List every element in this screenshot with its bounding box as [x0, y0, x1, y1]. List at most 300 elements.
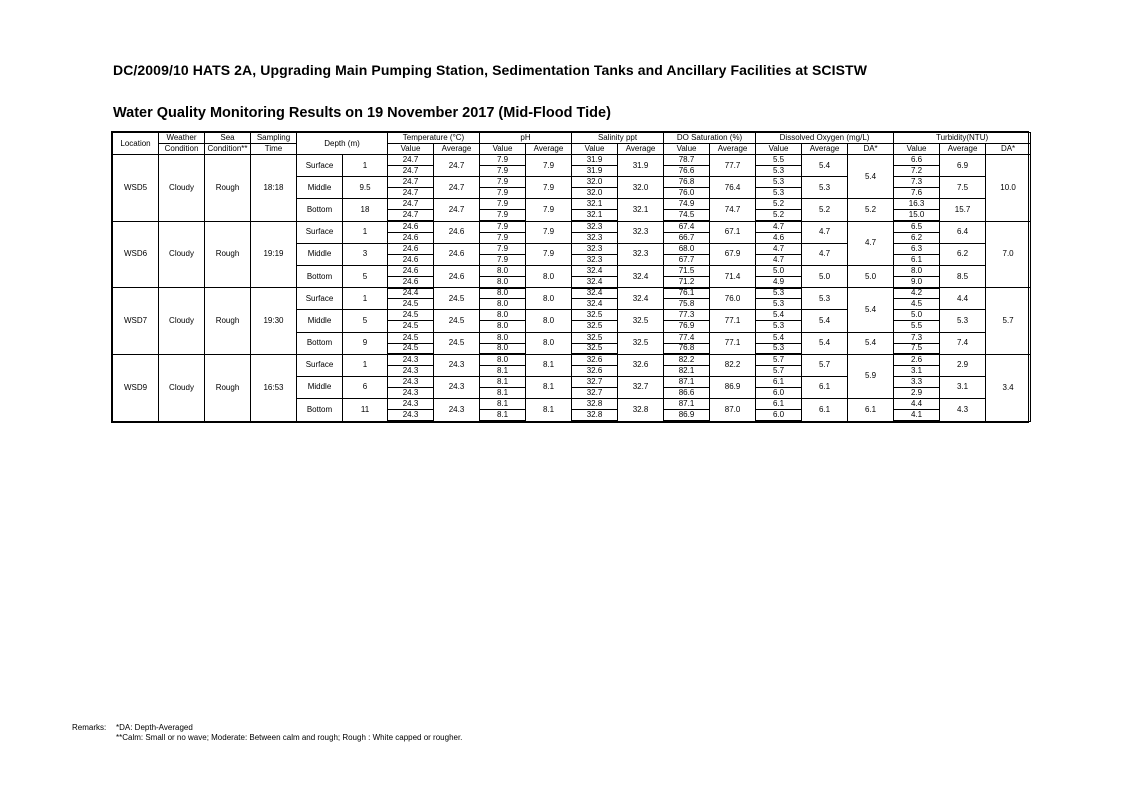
- cell-sal-average: 32.3: [618, 243, 664, 265]
- cell-weather: Cloudy: [159, 288, 205, 355]
- cell-turb-average: 6.4: [940, 221, 986, 243]
- cell-sal-average: 32.3: [618, 221, 664, 243]
- cell-ph-average: 8.0: [526, 288, 572, 310]
- cell-depth-layer: Middle: [297, 376, 343, 398]
- cell-temp-average: 24.7: [434, 177, 480, 199]
- cell-turb-value: 7.3: [894, 332, 940, 343]
- cell-depth-layer: Middle: [297, 310, 343, 332]
- cell-temp-average: 24.3: [434, 354, 480, 376]
- cell-do-average: 5.2: [802, 199, 848, 221]
- cell-depth-layer: Surface: [297, 354, 343, 376]
- cell-do-average: 5.3: [802, 177, 848, 199]
- cell-turb-value: 4.5: [894, 299, 940, 310]
- cell-temp-value: 24.3: [388, 365, 434, 376]
- cell-dosat-value: 67.4: [664, 221, 710, 232]
- cell-ph-value: 7.9: [480, 188, 526, 199]
- cell-depth-m: 1: [343, 354, 388, 376]
- cell-turb-value: 7.2: [894, 166, 940, 177]
- cell-sal-value: 32.3: [572, 221, 618, 232]
- cell-dosat-value: 86.6: [664, 387, 710, 398]
- cell-sal-average: 32.7: [618, 376, 664, 398]
- header-dosat-value: Value: [664, 144, 710, 155]
- cell-dosat-average: 76.4: [710, 177, 756, 199]
- cell-ph-value: 8.1: [480, 399, 526, 410]
- cell-dosat-value: 78.7: [664, 155, 710, 166]
- table-row: [113, 155, 1031, 166]
- cell-do-value: 5.5: [756, 155, 802, 166]
- cell-do-value: 4.6: [756, 232, 802, 243]
- cell-sal-value: 31.9: [572, 166, 618, 177]
- header-time-line2: Time: [251, 144, 297, 155]
- cell-turb-da: 5.7: [986, 288, 1031, 355]
- cell-turb-value: 2.9: [894, 387, 940, 398]
- cell-depth-m: 9.5: [343, 177, 388, 199]
- header-do-da: DA*: [848, 144, 894, 155]
- cell-depth-m: 1: [343, 221, 388, 243]
- cell-dosat-value: 82.1: [664, 365, 710, 376]
- cell-depth-m: 5: [343, 265, 388, 287]
- cell-turb-value: 7.5: [894, 343, 940, 354]
- cell-temp-value: 24.7: [388, 177, 434, 188]
- cell-do-value: 5.2: [756, 210, 802, 221]
- cell-turb-average: 6.2: [940, 243, 986, 265]
- cell-temp-value: 24.5: [388, 321, 434, 332]
- cell-do-average: 4.7: [802, 221, 848, 243]
- cell-turb-average: 2.9: [940, 354, 986, 376]
- cell-dosat-value: 76.6: [664, 166, 710, 177]
- cell-sal-value: 32.3: [572, 254, 618, 265]
- cell-sea-condition: Rough: [205, 354, 251, 421]
- cell-dosat-value: 87.1: [664, 376, 710, 387]
- cell-do-value: 5.3: [756, 177, 802, 188]
- cell-temp-value: 24.6: [388, 221, 434, 232]
- table-row: [113, 288, 1031, 299]
- cell-do-average: 6.1: [802, 399, 848, 421]
- cell-ph-average: 7.9: [526, 243, 572, 265]
- cell-location: WSD6: [113, 221, 159, 288]
- cell-weather: Cloudy: [159, 155, 205, 222]
- cell-sea-condition: Rough: [205, 288, 251, 355]
- cell-sal-value: 32.3: [572, 243, 618, 254]
- cell-do-value: 5.2: [756, 199, 802, 210]
- cell-temp-average: 24.5: [434, 332, 480, 354]
- cell-turb-value: 8.0: [894, 265, 940, 276]
- header-temp-value: Value: [388, 144, 434, 155]
- cell-sal-value: 32.5: [572, 343, 618, 354]
- cell-depth-layer: Middle: [297, 243, 343, 265]
- water-quality-table: [112, 132, 1031, 422]
- cell-turb-value: 9.0: [894, 277, 940, 288]
- cell-do-value: 5.7: [756, 365, 802, 376]
- header-dosat-average: Average: [710, 144, 756, 155]
- cell-dosat-value: 66.7: [664, 232, 710, 243]
- header-weather-line1: Weather: [159, 133, 205, 144]
- cell-temp-value: 24.5: [388, 343, 434, 354]
- cell-dosat-average: 86.9: [710, 376, 756, 398]
- cell-do-value: 4.7: [756, 221, 802, 232]
- cell-do-value: 6.1: [756, 399, 802, 410]
- cell-do-da: 5.4: [848, 332, 894, 354]
- cell-do-value: 5.4: [756, 332, 802, 343]
- header-turb-average: Average: [940, 144, 986, 155]
- cell-ph-value: 8.0: [480, 265, 526, 276]
- cell-do-da: 5.9: [848, 354, 894, 398]
- header-turb-da: DA*: [986, 144, 1031, 155]
- cell-depth-m: 1: [343, 288, 388, 310]
- cell-depth-m: 11: [343, 399, 388, 421]
- cell-depth-layer: Bottom: [297, 332, 343, 354]
- cell-do-value: 5.3: [756, 343, 802, 354]
- cell-sal-value: 32.6: [572, 354, 618, 365]
- cell-temp-value: 24.3: [388, 376, 434, 387]
- cell-do-value: 5.0: [756, 265, 802, 276]
- cell-do-value: 5.4: [756, 310, 802, 321]
- cell-do-average: 5.0: [802, 265, 848, 287]
- document-title: DC/2009/10 HATS 2A, Upgrading Main Pumping Station, Sedimentation Tanks and Ancillary Facilities at SCISTW: [113, 62, 868, 78]
- cell-ph-value: 7.9: [480, 243, 526, 254]
- cell-temp-average: 24.5: [434, 310, 480, 332]
- cell-do-value: 5.7: [756, 354, 802, 365]
- cell-ph-value: 7.9: [480, 232, 526, 243]
- cell-ph-value: 8.0: [480, 321, 526, 332]
- cell-depth-layer: Surface: [297, 221, 343, 243]
- cell-do-value: 4.7: [756, 243, 802, 254]
- cell-do-average: 6.1: [802, 376, 848, 398]
- cell-temp-value: 24.3: [388, 354, 434, 365]
- header-turbidity: Turbidity(NTU): [894, 133, 1031, 144]
- cell-dosat-value: 68.0: [664, 243, 710, 254]
- cell-depth-layer: Bottom: [297, 265, 343, 287]
- cell-ph-average: 8.1: [526, 399, 572, 421]
- header-ph: pH: [480, 133, 572, 144]
- header-dissolved-oxygen: Dissolved Oxygen (mg/L): [756, 133, 894, 144]
- cell-dosat-value: 75.8: [664, 299, 710, 310]
- cell-sal-value: 32.8: [572, 399, 618, 410]
- cell-ph-value: 7.9: [480, 199, 526, 210]
- cell-do-value: 4.7: [756, 254, 802, 265]
- cell-turb-da: 7.0: [986, 221, 1031, 288]
- cell-sal-average: 32.8: [618, 399, 664, 421]
- cell-sal-value: 32.6: [572, 365, 618, 376]
- cell-sampling-time: 18:18: [251, 155, 297, 222]
- cell-dosat-value: 74.9: [664, 199, 710, 210]
- cell-ph-average: 8.1: [526, 354, 572, 376]
- cell-sal-value: 32.5: [572, 310, 618, 321]
- cell-ph-value: 8.0: [480, 277, 526, 288]
- cell-turb-value: 6.3: [894, 243, 940, 254]
- cell-temp-value: 24.3: [388, 410, 434, 421]
- remarks-line1: *DA: Depth-Averaged: [116, 723, 193, 732]
- cell-do-da: 4.7: [848, 221, 894, 265]
- document-subtitle: Water Quality Monitoring Results on 19 November 2017 (Mid-Flood Tide): [113, 105, 611, 121]
- cell-location: WSD9: [113, 354, 159, 421]
- cell-dosat-value: 76.8: [664, 343, 710, 354]
- cell-do-da: 6.1: [848, 399, 894, 421]
- cell-sal-value: 31.9: [572, 155, 618, 166]
- cell-turb-value: 7.3: [894, 177, 940, 188]
- cell-do-value: 6.1: [756, 376, 802, 387]
- header-ph-value: Value: [480, 144, 526, 155]
- cell-temp-value: 24.6: [388, 243, 434, 254]
- cell-dosat-average: 77.1: [710, 310, 756, 332]
- header-sal-value: Value: [572, 144, 618, 155]
- cell-turb-value: 7.6: [894, 188, 940, 199]
- cell-do-value: 5.3: [756, 299, 802, 310]
- cell-dosat-value: 77.3: [664, 310, 710, 321]
- header-time-line1: Sampling: [251, 133, 297, 144]
- cell-dosat-average: 74.7: [710, 199, 756, 221]
- cell-ph-value: 8.0: [480, 299, 526, 310]
- cell-ph-average: 7.9: [526, 221, 572, 243]
- cell-depth-m: 3: [343, 243, 388, 265]
- cell-sal-value: 32.5: [572, 321, 618, 332]
- cell-ph-value: 8.1: [480, 387, 526, 398]
- cell-temp-value: 24.5: [388, 332, 434, 343]
- cell-depth-layer: Surface: [297, 288, 343, 310]
- cell-turb-value: 6.1: [894, 254, 940, 265]
- cell-ph-value: 8.0: [480, 288, 526, 299]
- cell-sal-value: 32.5: [572, 332, 618, 343]
- cell-dosat-value: 76.9: [664, 321, 710, 332]
- cell-depth-m: 9: [343, 332, 388, 354]
- cell-ph-value: 7.9: [480, 155, 526, 166]
- cell-turb-average: 7.5: [940, 177, 986, 199]
- cell-turb-value: 4.1: [894, 410, 940, 421]
- cell-temp-average: 24.7: [434, 199, 480, 221]
- cell-temp-average: 24.6: [434, 221, 480, 243]
- cell-temp-value: 24.5: [388, 310, 434, 321]
- cell-temp-value: 24.3: [388, 399, 434, 410]
- cell-sal-value: 32.1: [572, 210, 618, 221]
- cell-depth-m: 1: [343, 155, 388, 177]
- cell-do-average: 5.7: [802, 354, 848, 376]
- cell-do-da: 5.4: [848, 288, 894, 332]
- cell-turb-value: 3.3: [894, 376, 940, 387]
- cell-sal-average: 32.5: [618, 332, 664, 354]
- cell-turb-average: 4.4: [940, 288, 986, 310]
- cell-turb-value: 5.5: [894, 321, 940, 332]
- cell-dosat-value: 71.2: [664, 277, 710, 288]
- cell-temp-average: 24.3: [434, 376, 480, 398]
- cell-dosat-average: 67.9: [710, 243, 756, 265]
- cell-location: WSD7: [113, 288, 159, 355]
- table-row: [113, 354, 1031, 365]
- cell-dosat-value: 76.8: [664, 177, 710, 188]
- header-sea-line1: Sea: [205, 133, 251, 144]
- cell-dosat-average: 77.1: [710, 332, 756, 354]
- table-body: [113, 155, 1031, 422]
- cell-turb-da: 3.4: [986, 354, 1031, 421]
- cell-temp-value: 24.6: [388, 277, 434, 288]
- header-turb-value: Value: [894, 144, 940, 155]
- cell-sal-value: 32.4: [572, 277, 618, 288]
- cell-dosat-value: 77.4: [664, 332, 710, 343]
- cell-dosat-average: 87.0: [710, 399, 756, 421]
- cell-ph-value: 8.0: [480, 354, 526, 365]
- cell-turb-average: 15.7: [940, 199, 986, 221]
- cell-sal-value: 32.4: [572, 288, 618, 299]
- cell-temp-average: 24.5: [434, 288, 480, 310]
- cell-turb-da: 10.0: [986, 155, 1031, 222]
- cell-do-value: 6.0: [756, 387, 802, 398]
- header-temp-average: Average: [434, 144, 480, 155]
- cell-turb-value: 5.0: [894, 310, 940, 321]
- cell-temp-value: 24.3: [388, 387, 434, 398]
- cell-dosat-average: 76.0: [710, 288, 756, 310]
- cell-dosat-value: 71.5: [664, 265, 710, 276]
- cell-ph-value: 8.1: [480, 410, 526, 421]
- table-row: [113, 221, 1031, 232]
- cell-sal-value: 32.4: [572, 299, 618, 310]
- cell-turb-average: 6.9: [940, 155, 986, 177]
- cell-dosat-value: 87.1: [664, 399, 710, 410]
- cell-turb-value: 6.6: [894, 155, 940, 166]
- cell-turb-average: 3.1: [940, 376, 986, 398]
- cell-depth-layer: Bottom: [297, 199, 343, 221]
- remarks: [72, 723, 462, 743]
- cell-sal-value: 32.1: [572, 199, 618, 210]
- cell-weather: Cloudy: [159, 221, 205, 288]
- cell-temp-value: 24.7: [388, 155, 434, 166]
- cell-ph-value: 8.1: [480, 365, 526, 376]
- cell-temp-value: 24.6: [388, 254, 434, 265]
- cell-ph-value: 8.1: [480, 376, 526, 387]
- cell-sampling-time: 19:30: [251, 288, 297, 355]
- cell-temp-value: 24.7: [388, 188, 434, 199]
- cell-temp-value: 24.6: [388, 232, 434, 243]
- cell-sal-value: 32.0: [572, 188, 618, 199]
- cell-depth-m: 5: [343, 310, 388, 332]
- cell-turb-average: 5.3: [940, 310, 986, 332]
- cell-ph-value: 7.9: [480, 166, 526, 177]
- cell-turb-value: 2.6: [894, 354, 940, 365]
- cell-turb-value: 4.4: [894, 399, 940, 410]
- header-temperature: Temperature (°C): [388, 133, 480, 144]
- cell-dosat-value: 74.5: [664, 210, 710, 221]
- cell-ph-average: 7.9: [526, 199, 572, 221]
- cell-location: WSD5: [113, 155, 159, 222]
- cell-temp-average: 24.7: [434, 155, 480, 177]
- cell-ph-value: 8.0: [480, 343, 526, 354]
- cell-sal-average: 32.4: [618, 265, 664, 287]
- cell-turb-value: 3.1: [894, 365, 940, 376]
- cell-sea-condition: Rough: [205, 221, 251, 288]
- cell-turb-average: 4.3: [940, 399, 986, 421]
- header-salinity: Salinity ppt: [572, 133, 664, 144]
- cell-do-average: 5.4: [802, 155, 848, 177]
- cell-do-value: 5.3: [756, 288, 802, 299]
- cell-depth-m: 18: [343, 199, 388, 221]
- cell-sal-value: 32.8: [572, 410, 618, 421]
- cell-dosat-average: 82.2: [710, 354, 756, 376]
- header-do-saturation: DO Saturation (%): [664, 133, 756, 144]
- cell-turb-value: 4.2: [894, 288, 940, 299]
- header-location: Location: [113, 133, 159, 155]
- cell-sal-value: 32.0: [572, 177, 618, 188]
- cell-sal-average: 32.4: [618, 288, 664, 310]
- cell-temp-average: 24.3: [434, 399, 480, 421]
- cell-do-value: 4.9: [756, 277, 802, 288]
- cell-temp-value: 24.7: [388, 210, 434, 221]
- cell-temp-value: 24.6: [388, 265, 434, 276]
- cell-depth-layer: Middle: [297, 177, 343, 199]
- cell-do-average: 5.3: [802, 288, 848, 310]
- cell-do-value: 5.3: [756, 188, 802, 199]
- cell-temp-value: 24.7: [388, 166, 434, 177]
- cell-ph-average: 8.0: [526, 265, 572, 287]
- cell-do-value: 5.3: [756, 166, 802, 177]
- cell-dosat-average: 71.4: [710, 265, 756, 287]
- cell-do-da: 5.2: [848, 199, 894, 221]
- cell-turb-value: 16.3: [894, 199, 940, 210]
- water-quality-table-container: [111, 131, 1029, 423]
- cell-do-da: 5.4: [848, 155, 894, 199]
- cell-do-value: 6.0: [756, 410, 802, 421]
- cell-sal-value: 32.3: [572, 232, 618, 243]
- cell-do-value: 5.3: [756, 321, 802, 332]
- cell-turb-value: 15.0: [894, 210, 940, 221]
- remarks-label: Remarks:: [72, 723, 107, 732]
- cell-dosat-value: 67.7: [664, 254, 710, 265]
- cell-sal-value: 32.7: [572, 376, 618, 387]
- cell-sampling-time: 19:19: [251, 221, 297, 288]
- cell-ph-value: 8.0: [480, 310, 526, 321]
- cell-temp-value: 24.4: [388, 288, 434, 299]
- cell-dosat-average: 77.7: [710, 155, 756, 177]
- cell-sal-average: 32.0: [618, 177, 664, 199]
- cell-ph-average: 8.0: [526, 310, 572, 332]
- cell-ph-value: 7.9: [480, 210, 526, 221]
- cell-ph-average: 7.9: [526, 155, 572, 177]
- cell-depth-m: 6: [343, 376, 388, 398]
- cell-turb-average: 7.4: [940, 332, 986, 354]
- cell-sal-value: 32.7: [572, 387, 618, 398]
- header-do-average: Average: [802, 144, 848, 155]
- cell-temp-average: 24.6: [434, 243, 480, 265]
- cell-weather: Cloudy: [159, 354, 205, 421]
- cell-do-average: 5.4: [802, 310, 848, 332]
- header-sea-line2: Condition**: [205, 144, 251, 155]
- cell-ph-value: 8.0: [480, 332, 526, 343]
- cell-ph-value: 7.9: [480, 254, 526, 265]
- header-ph-average: Average: [526, 144, 572, 155]
- header-weather-line2: Condition: [159, 144, 205, 155]
- cell-sal-average: 31.9: [618, 155, 664, 177]
- cell-do-da: 5.0: [848, 265, 894, 287]
- cell-sal-value: 32.4: [572, 265, 618, 276]
- cell-turb-average: 8.5: [940, 265, 986, 287]
- cell-sea-condition: Rough: [205, 155, 251, 222]
- cell-ph-average: 8.0: [526, 332, 572, 354]
- cell-dosat-value: 86.9: [664, 410, 710, 421]
- cell-depth-layer: Bottom: [297, 399, 343, 421]
- header-depth: Depth (m): [297, 133, 388, 155]
- cell-turb-value: 6.5: [894, 221, 940, 232]
- cell-temp-value: 24.5: [388, 299, 434, 310]
- cell-sampling-time: 16:53: [251, 354, 297, 421]
- cell-sal-average: 32.1: [618, 199, 664, 221]
- cell-ph-value: 7.9: [480, 221, 526, 232]
- cell-ph-average: 7.9: [526, 177, 572, 199]
- cell-turb-value: 6.2: [894, 232, 940, 243]
- cell-temp-average: 24.6: [434, 265, 480, 287]
- cell-ph-value: 7.9: [480, 177, 526, 188]
- cell-sal-average: 32.5: [618, 310, 664, 332]
- cell-sal-average: 32.6: [618, 354, 664, 376]
- cell-dosat-value: 82.2: [664, 354, 710, 365]
- cell-temp-value: 24.7: [388, 199, 434, 210]
- header-do-value: Value: [756, 144, 802, 155]
